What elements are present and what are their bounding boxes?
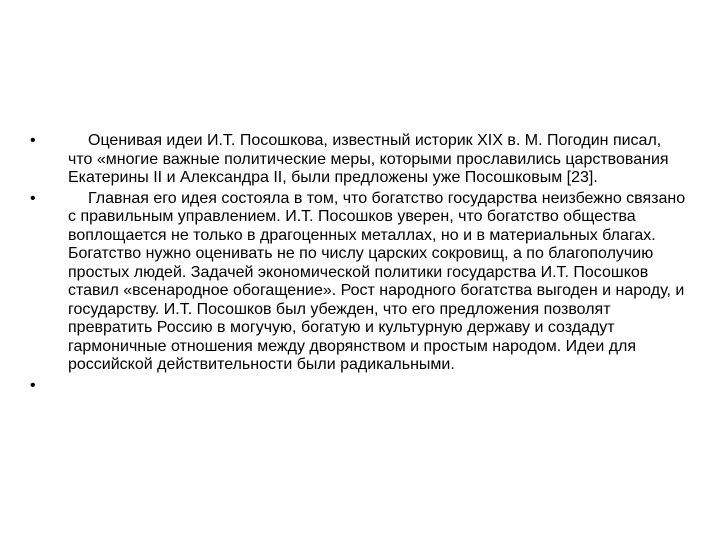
list-item	[30, 132, 690, 188]
list-item	[30, 190, 690, 375]
bullet-icon: •	[30, 132, 36, 149]
bullet-list	[30, 132, 690, 397]
paragraph-text: Главная его идея состояла в том, что богатство государства неизбежно связано с правильным управлением. И.Т. Посошков уверен, что богатство общества воплощается не только в драгоценных металлах, но и в материальных благах. Богатство нужно оценивать не по числу царских сокровищ, а по благополучию простых людей. Задачей экономической политики государства И.Т. Посошков ставил «всенародное обогащение». Рост народного богатства выгоден и народу, и государству. И.Т. Посошков был убежден, что его предложения позволят превратить Россию в могучую, богатую и культурную державу и создадут гармоничные отношения между дворянством и простым народом. Идеи для российской действительности были радикальными.	[68, 189, 686, 373]
bullet-icon: •	[30, 376, 36, 394]
list-item	[30, 377, 690, 396]
paragraph-text: Оценивая идеи И.Т. Посошкова, известный историк XIX в. М. Погодин писал, что «многие важные политические меры, которыми прославились царствования Екатерины II и Александра II, были предложены уже Посошковым [23].	[68, 132, 669, 186]
bullet-icon: •	[30, 189, 36, 207]
